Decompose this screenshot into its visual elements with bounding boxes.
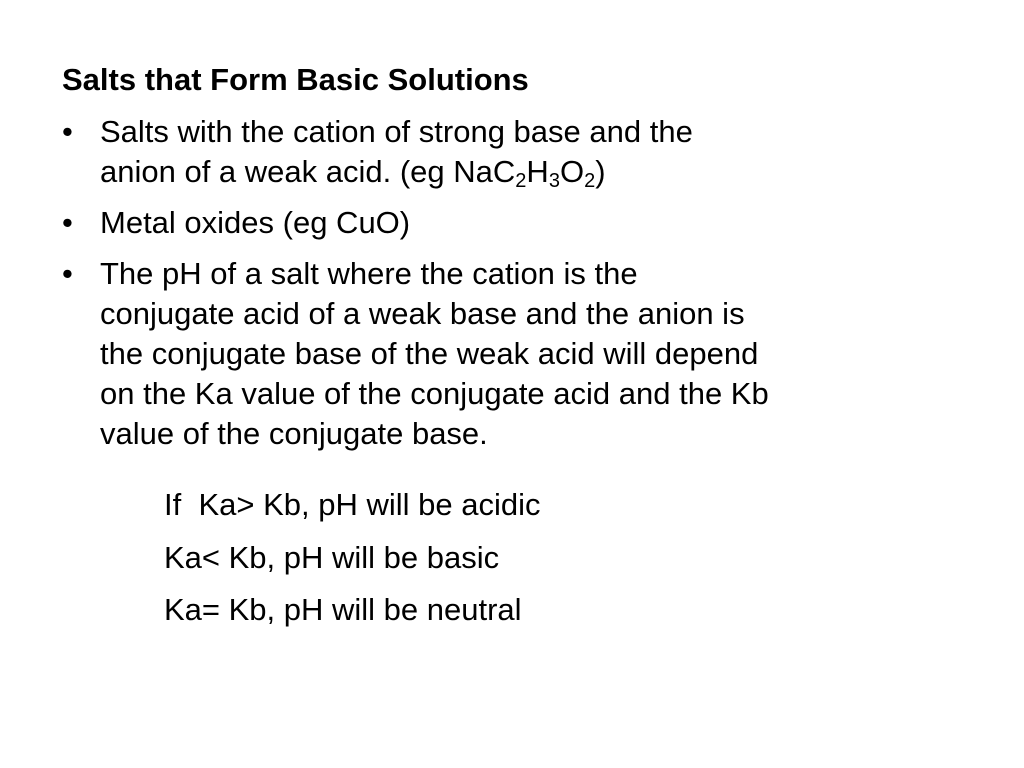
formula-element: O [559, 154, 585, 189]
formula-subscript: 2 [584, 170, 596, 192]
condition-basic: Ka< Kb, pH will be basic [164, 540, 500, 575]
bullet-line: The pH of a salt where the cation is the [100, 256, 638, 291]
bullet-line: Salts with the cation of strong base and the [100, 114, 693, 149]
bullet-mark: • [62, 114, 73, 149]
bullet-line: conjugate acid of a weak base and the anion is [100, 296, 745, 331]
condition-acidic: If Ka> Kb, pH will be acidic [164, 487, 541, 522]
bullet-line: the conjugate base of the weak acid will depend [100, 336, 759, 371]
formula-close: ) [595, 154, 606, 189]
bullet-line-formula [100, 152, 982, 192]
bullet-mark: • [62, 205, 73, 240]
bullet-item-ph-dependence [62, 254, 982, 454]
slide-title: Salts that Form Basic Solutions [62, 62, 529, 97]
bullet-list [62, 112, 982, 465]
bullet-line: on the Ka value of the conjugate acid and the Kb [100, 376, 769, 411]
formula-subscript: 2 [515, 170, 527, 192]
condition-neutral: Ka= Kb, pH will be neutral [164, 592, 522, 627]
bullet-item-salts-strong-base [62, 112, 982, 192]
bullet-mark: • [62, 256, 73, 291]
bullet-line: value of the conjugate base. [100, 416, 488, 451]
bullet-line: Metal oxides (eg CuO) [100, 205, 411, 240]
formula-element: H [526, 154, 549, 189]
bullet-item-metal-oxides [62, 203, 982, 243]
formula-prefix: anion of a weak acid. (eg NaC [100, 154, 516, 189]
formula-subscript: 3 [548, 170, 560, 192]
